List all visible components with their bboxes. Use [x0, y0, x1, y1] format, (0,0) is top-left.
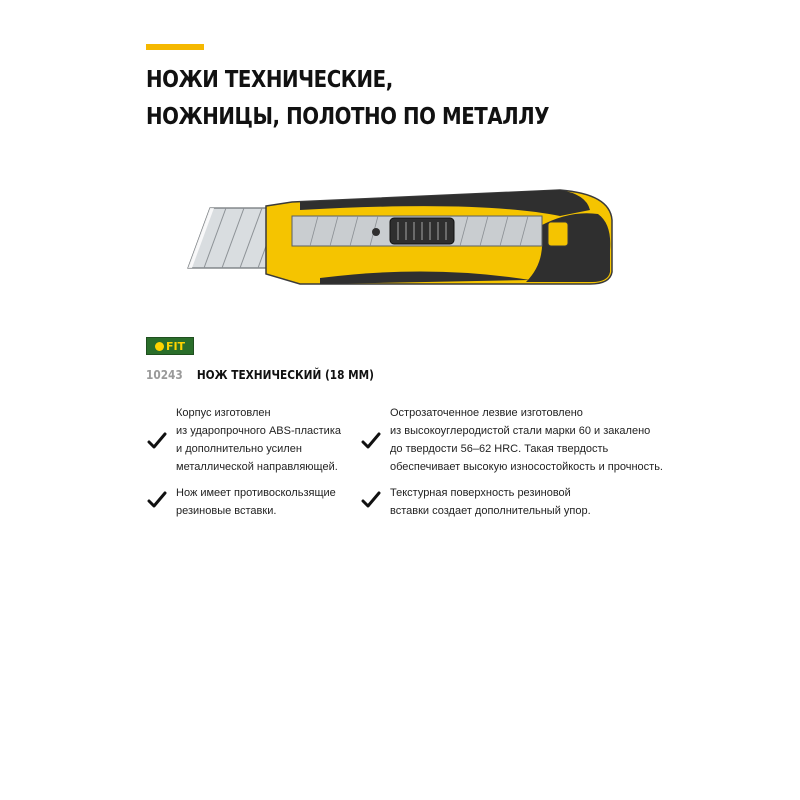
- feature-text: [176, 484, 336, 520]
- feature-text: [176, 404, 341, 476]
- feature-text: [390, 404, 663, 476]
- feature-line: Корпус изготовлен: [176, 407, 271, 419]
- product-name: НОЖ ТЕХНИЧЕСКИЙ (18 ММ): [196, 368, 375, 382]
- utility-knife-image: [180, 180, 620, 290]
- feature-line: из высокоуглеродистой стали марки 60 и закалено: [390, 425, 651, 437]
- page-title-line-1: НОЖИ ТЕХНИЧЕСКИЕ,: [146, 67, 393, 93]
- feature-item: [361, 484, 661, 524]
- feature-line: до твердости 56–62 HRC. Такая твердость: [390, 443, 609, 455]
- product-line: [146, 366, 374, 384]
- feature-line: Нож имеет противоскользящие: [176, 487, 336, 499]
- feature-item: [361, 404, 661, 478]
- feature-text: [390, 484, 591, 520]
- page-title: [146, 62, 549, 136]
- feature-item: [147, 404, 377, 478]
- check-icon: [361, 490, 381, 510]
- brand-logo-text: FIT: [165, 339, 186, 353]
- feature-line: вставки создает дополнительный упор.: [390, 505, 591, 517]
- feature-line: и дополнительно усилен: [176, 443, 302, 455]
- feature-line: металлической направляющей.: [176, 461, 338, 473]
- feature-line: Острозаточенное лезвие изготовлено: [390, 407, 583, 419]
- feature-item: [147, 484, 377, 524]
- check-icon: [147, 490, 167, 510]
- feature-line: обеспечивает высокую износостойкость и прочность.: [390, 461, 663, 473]
- brand-logo-mark: [155, 342, 164, 351]
- check-icon: [361, 431, 381, 451]
- feature-line: резиновые вставки.: [176, 505, 277, 517]
- title-accent-bar: [146, 44, 204, 50]
- feature-line: Текстурная поверхность резиновой: [390, 487, 571, 499]
- brand-logo: [146, 337, 194, 355]
- page-title-line-2: НОЖНИЦЫ, ПОЛОТНО ПО МЕТАЛЛУ: [146, 104, 550, 130]
- product-code: 10243: [146, 368, 183, 382]
- feature-line: из ударопрочного ABS-пластика: [176, 425, 341, 437]
- check-icon: [147, 431, 167, 451]
